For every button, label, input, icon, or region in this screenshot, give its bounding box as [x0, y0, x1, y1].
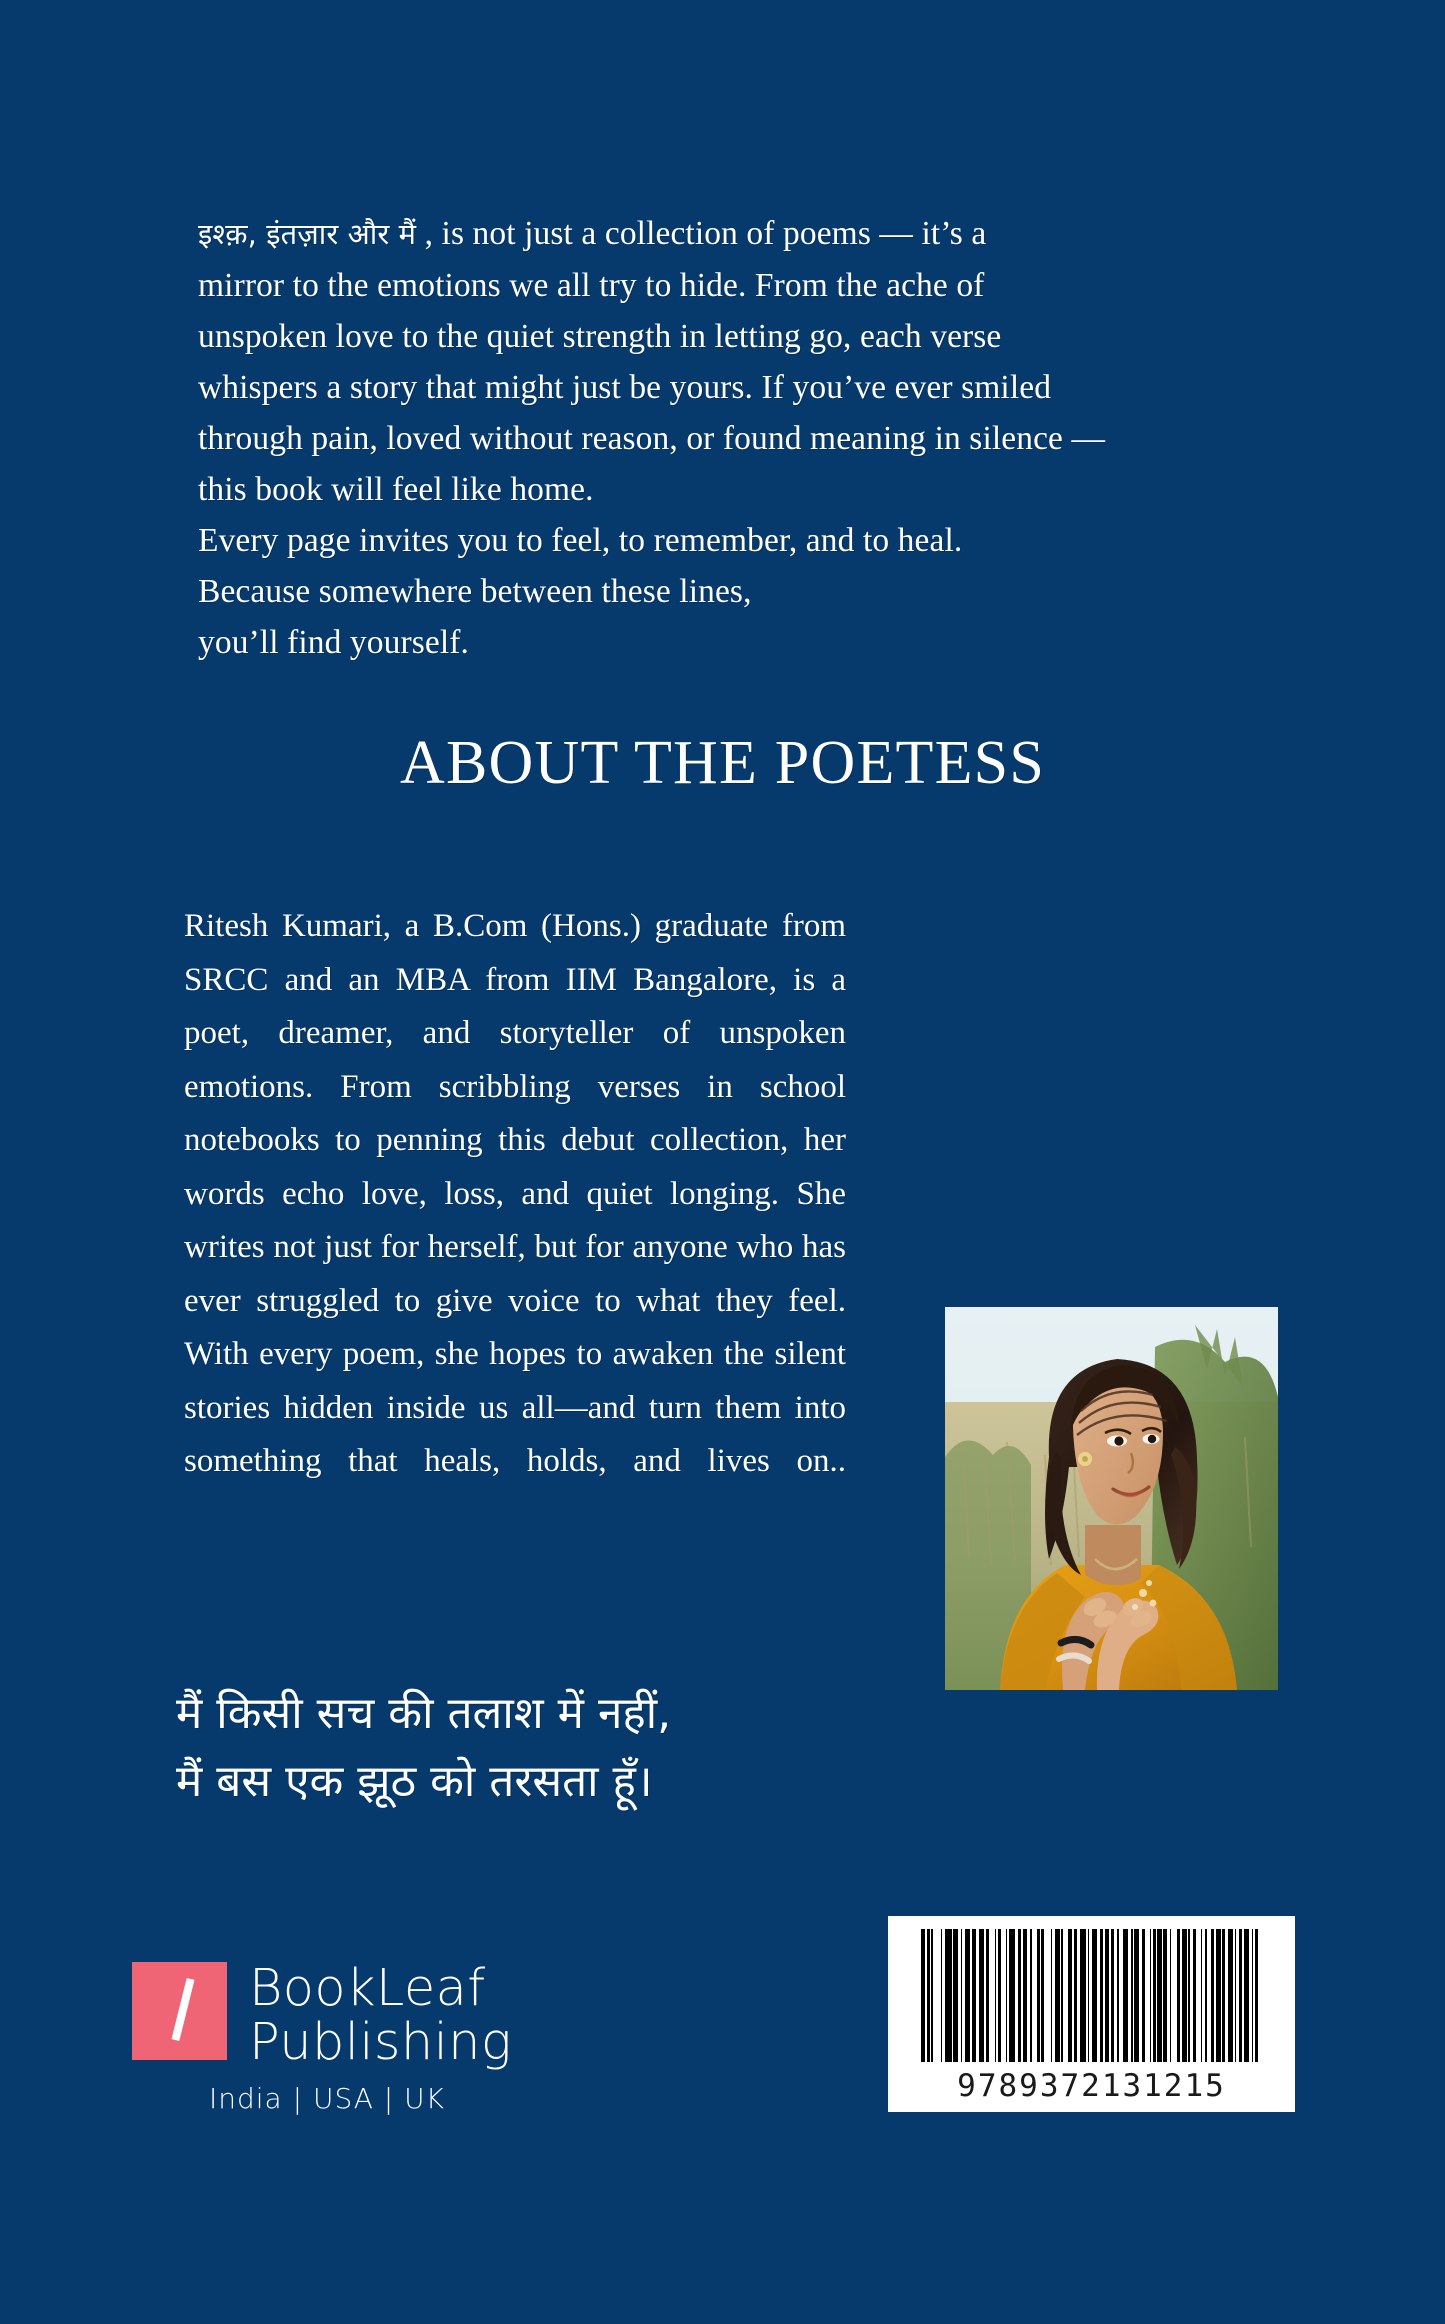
- blurb-line-9: you’ll find yourself.: [198, 624, 469, 661]
- publisher-name: [249, 1959, 512, 2072]
- publisher-logo: [132, 1959, 522, 2115]
- blurb-text-block: [198, 208, 1268, 668]
- author-bio-paragraph: Ritesh Kumari, a B.Com (Hons.) graduate from SRCC and an MBA from IIM Bangalore, is a poet, dreamer, and storyteller of unspoken emotions. From scribbling verses in school notebooks to penning this debut collection, her words echo love, loss, and quiet longing. She writes not just for herself, but for anyone who has ever struggled to give voice to what they feel. With every poem, she hopes to awaken the silent stories hidden inside us all—and turn them into something that heals, holds, and lives on..: [184, 908, 846, 1479]
- publisher-name-line-2: Publishing: [249, 2013, 512, 2072]
- publisher-name-line-1: BookLeaf: [249, 1959, 486, 2018]
- blurb-line-8: Because somewhere between these lines,: [198, 573, 752, 610]
- blurb-line-1: [198, 208, 1268, 260]
- publisher-regions: India | USA | UK: [209, 2082, 445, 2115]
- blurb-line-5: through pain, loved without reason, or found meaning in silence —: [198, 420, 1106, 457]
- author-bio-text: [184, 900, 846, 1489]
- blurb-line-7: Every page invites you to feel, to remember, and to heal.: [198, 522, 963, 559]
- blurb-line-6: this book will feel like home.: [198, 471, 594, 508]
- slash-glyph: [171, 1978, 194, 2041]
- barcode-bars: [910, 1929, 1273, 2062]
- isbn-barcode: [888, 1916, 1295, 2112]
- blurb-line-4: whispers a story that might just be yours. If you’ve ever smiled: [198, 369, 1052, 406]
- author-portrait-photo: [945, 1307, 1278, 1690]
- about-the-poetess-heading: ABOUT THE POETESS: [399, 729, 1046, 797]
- book-title-devanagari: इश्क़, इंतज़ार और मैं: [198, 217, 417, 251]
- isbn-number: 9789372131215: [957, 2068, 1226, 2104]
- blurb-line-2: mirror to the emotions we all try to hide. From the ache of: [198, 267, 985, 304]
- blurb-line-1-rest: , is not just a collection of poems — it’s a: [416, 215, 987, 252]
- bookleaf-slash-icon: [132, 1962, 227, 2060]
- hindi-couplet: [176, 1680, 671, 1816]
- blurb-line-3: unspoken love to the quiet strength in letting go, each verse: [198, 318, 1002, 355]
- publisher-logo-row: [132, 1959, 522, 2072]
- author-portrait-illustration: [945, 1307, 1278, 1690]
- couplet-line-2: मैं बस एक झूठ को तरसता हूँ।: [176, 1756, 653, 1807]
- couplet-line-1: मैं किसी सच की तलाश में नहीं,: [176, 1688, 672, 1739]
